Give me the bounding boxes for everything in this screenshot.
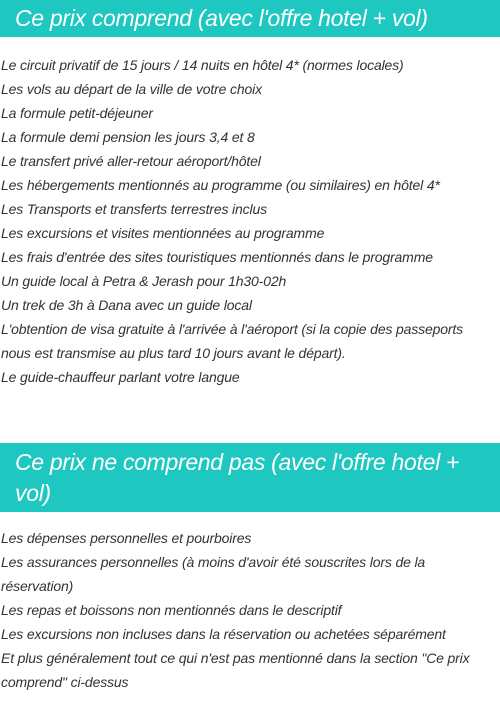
list-item: Les frais d'entrée des sites touristiques mentionnés dans le programme [1, 249, 433, 265]
list-item: La formule demi pension les jours 3,4 et 8 [1, 129, 255, 145]
list-item: Un trek de 3h à Dana avec un guide local [1, 297, 252, 313]
list-item: Les excursions et visites mentionnées au programme [1, 225, 325, 241]
list-item: Un guide local à Petra & Jerash pour 1h30-02h [1, 273, 287, 289]
excluded-title: Ce prix ne comprend pas (avec l'offre hotel + vol) [0, 443, 500, 512]
list-item: Les assurances personnelles (à moins d'avoir été souscrites lors de la réservation) [1, 554, 426, 594]
list-item: Les repas et boissons non mentionnés dans le descriptif [1, 602, 342, 618]
list-item: Les Transports et transferts terrestres inclus [1, 201, 267, 217]
list-item: L'obtention de visa gratuite à l'arrivée à l'aéroport (si la copie des passeports nous est transmise au plus tard 10 jours avant le départ). [1, 321, 464, 361]
list-item: Le circuit privatif de 15 jours / 14 nuits en hôtel 4* (normes locales) [1, 57, 404, 73]
list-item: Et plus généralement tout ce qui n'est pas mentionné dans la section "Ce prix comprend" ci-dessus [1, 650, 470, 690]
list-item: Les vols au départ de la ville de votre choix [1, 81, 262, 97]
list-item: Les hébergements mentionnés au programme (ou similaires) en hôtel 4* [1, 177, 440, 193]
list-item: La formule petit-déjeuner [1, 105, 153, 121]
included-title: Ce prix comprend (avec l'offre hotel + vol) [0, 0, 500, 37]
list-item: Les dépenses personnelles et pourboires [1, 530, 252, 546]
excluded-list [0, 526, 500, 694]
included-list [0, 53, 500, 389]
list-item: Le transfert privé aller-retour aéroport/hôtel [1, 153, 261, 169]
excluded-section [0, 443, 500, 694]
list-item: Les excursions non incluses dans la réservation ou achetées séparément [1, 626, 446, 642]
list-item: Le guide-chauffeur parlant votre langue [1, 369, 240, 385]
